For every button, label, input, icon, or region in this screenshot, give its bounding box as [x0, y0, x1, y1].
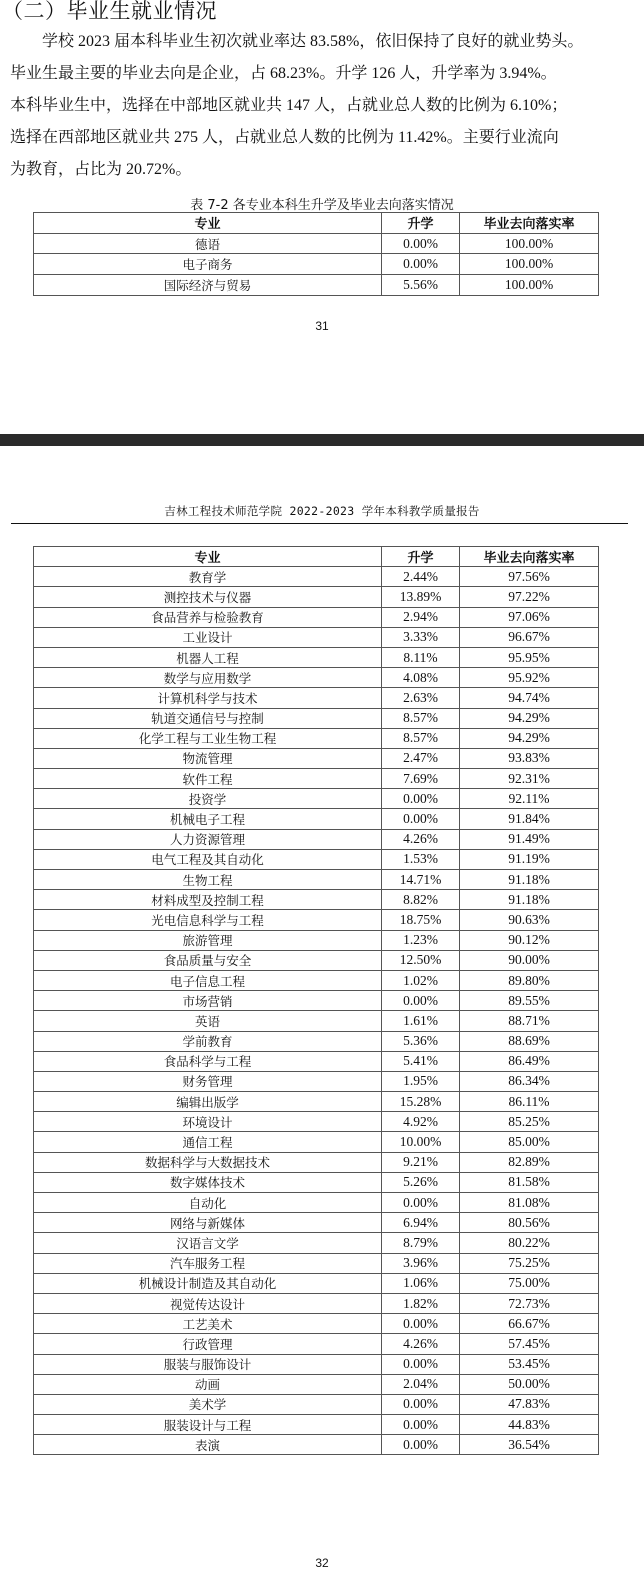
table-row [34, 607, 599, 627]
cell-further-study-rate: 3.33% [382, 627, 460, 647]
cell-major: 机械电子工程 [34, 809, 382, 829]
cell-major: 投资学 [34, 789, 382, 809]
cell-placement-rate: 44.83% [460, 1415, 599, 1435]
table-row [34, 849, 599, 869]
cell-further-study-rate: 18.75% [382, 910, 460, 930]
table-row [34, 1374, 599, 1394]
cell-further-study-rate: 8.57% [382, 708, 460, 728]
cell-major: 食品科学与工程 [34, 1051, 382, 1071]
cell-major: 旅游管理 [34, 930, 382, 950]
cell-major: 服装与服饰设计 [34, 1354, 382, 1374]
table-row [34, 1415, 599, 1435]
cell-further-study-rate: 4.26% [382, 829, 460, 849]
paragraph-line: 为教育，占比为 20.72%。 [10, 161, 192, 178]
cell-placement-rate: 86.11% [460, 1092, 599, 1112]
section-heading: （二）毕业生就业情况 [2, 0, 217, 23]
table-row [34, 1273, 599, 1293]
table-row [34, 1293, 599, 1313]
table-row [34, 668, 599, 688]
cell-further-study-rate: 1.53% [382, 849, 460, 869]
cell-major: 食品营养与检验教育 [34, 607, 382, 627]
cell-further-study-rate: 12.50% [382, 950, 460, 970]
cell-placement-rate: 100.00% [460, 254, 599, 275]
cell-major: 数字媒体技术 [34, 1172, 382, 1192]
table-caption: 表 7-2 各专业本科生升学及毕业去向落实情况 [190, 198, 454, 213]
cell-further-study-rate: 0.00% [382, 233, 460, 254]
cell-placement-rate: 47.83% [460, 1394, 599, 1414]
cell-further-study-rate: 2.94% [382, 607, 460, 627]
cell-further-study-rate: 8.79% [382, 1233, 460, 1253]
table-row [34, 688, 599, 708]
cell-major: 汽车服务工程 [34, 1253, 382, 1273]
cell-major: 环境设计 [34, 1112, 382, 1132]
cell-placement-rate: 89.80% [460, 970, 599, 990]
table-body [34, 233, 599, 295]
cell-major: 软件工程 [34, 769, 382, 789]
table-row [34, 587, 599, 607]
cell-further-study-rate: 5.41% [382, 1051, 460, 1071]
cell-placement-rate: 97.06% [460, 607, 599, 627]
cell-placement-rate: 91.84% [460, 809, 599, 829]
cell-further-study-rate: 14.71% [382, 870, 460, 890]
cell-further-study-rate: 0.00% [382, 1415, 460, 1435]
cell-major: 行政管理 [34, 1334, 382, 1354]
table-row [34, 748, 599, 768]
cell-further-study-rate: 0.00% [382, 1435, 460, 1455]
table-row [34, 1011, 599, 1031]
cell-placement-rate: 94.29% [460, 708, 599, 728]
cell-further-study-rate: 13.89% [382, 587, 460, 607]
cell-further-study-rate: 1.95% [382, 1071, 460, 1091]
cell-further-study-rate: 1.61% [382, 1011, 460, 1031]
cell-further-study-rate: 0.00% [382, 1193, 460, 1213]
cell-placement-rate: 86.34% [460, 1071, 599, 1091]
cell-further-study-rate: 7.69% [382, 769, 460, 789]
paragraph-line: 选择在西部地区就业共 275 人，占就业总人数的比例为 11.42%。主要行业流向 [10, 129, 559, 146]
cell-major: 视觉传达设计 [34, 1293, 382, 1313]
cell-major: 工业设计 [34, 627, 382, 647]
cell-major: 电子商务 [34, 254, 382, 275]
paragraph-line: 本科毕业生中，选择在中部地区就业共 147 人，占就业总人数的比例为 6.10%； [10, 97, 568, 114]
cell-placement-rate: 100.00% [460, 233, 599, 254]
table-row [34, 769, 599, 789]
document-page-32 [0, 446, 644, 1576]
cell-further-study-rate: 2.63% [382, 688, 460, 708]
cell-major: 服装设计与工程 [34, 1415, 382, 1435]
cell-major: 美术学 [34, 1394, 382, 1414]
table-row [34, 991, 599, 1011]
cell-major: 人力资源管理 [34, 829, 382, 849]
table-row [34, 708, 599, 728]
cell-placement-rate: 95.92% [460, 668, 599, 688]
cell-major: 教育学 [34, 567, 382, 587]
table-row [34, 254, 599, 275]
cell-placement-rate: 97.56% [460, 567, 599, 587]
cell-placement-rate: 50.00% [460, 1374, 599, 1394]
cell-placement-rate: 93.83% [460, 748, 599, 768]
cell-major: 化学工程与工业生物工程 [34, 728, 382, 748]
cell-placement-rate: 36.54% [460, 1435, 599, 1455]
cell-placement-rate: 92.31% [460, 769, 599, 789]
major-employment-table-part1 [33, 212, 599, 296]
cell-major: 动画 [34, 1374, 382, 1394]
table-row [34, 1152, 599, 1172]
cell-major: 汉语言文学 [34, 1233, 382, 1253]
cell-placement-rate: 90.12% [460, 930, 599, 950]
table-header-row [34, 213, 599, 234]
table-row [34, 1435, 599, 1455]
cell-further-study-rate: 1.82% [382, 1293, 460, 1313]
table-row [34, 789, 599, 809]
cell-further-study-rate: 5.36% [382, 1031, 460, 1051]
table-row [34, 1314, 599, 1334]
cell-placement-rate: 94.29% [460, 728, 599, 748]
table-row [34, 930, 599, 950]
cell-placement-rate: 90.00% [460, 950, 599, 970]
cell-further-study-rate: 0.00% [382, 789, 460, 809]
table-header-row [34, 547, 599, 567]
cell-major: 数据科学与大数据技术 [34, 1152, 382, 1172]
cell-further-study-rate: 9.21% [382, 1152, 460, 1172]
cell-placement-rate: 89.55% [460, 991, 599, 1011]
cell-major: 表演 [34, 1435, 382, 1455]
column-header-further-study: 升学 [382, 547, 460, 567]
column-header-major: 专业 [34, 547, 382, 567]
cell-further-study-rate: 2.04% [382, 1374, 460, 1394]
cell-placement-rate: 85.00% [460, 1132, 599, 1152]
table-row [34, 1031, 599, 1051]
cell-further-study-rate: 10.00% [382, 1132, 460, 1152]
table-row [34, 1334, 599, 1354]
cell-further-study-rate: 8.11% [382, 647, 460, 667]
cell-major: 物流管理 [34, 748, 382, 768]
cell-placement-rate: 91.18% [460, 890, 599, 910]
table-row [34, 970, 599, 990]
cell-major: 食品质量与安全 [34, 950, 382, 970]
cell-further-study-rate: 4.92% [382, 1112, 460, 1132]
cell-further-study-rate: 0.00% [382, 254, 460, 275]
cell-placement-rate: 91.19% [460, 849, 599, 869]
table-row [34, 1213, 599, 1233]
cell-placement-rate: 81.08% [460, 1193, 599, 1213]
cell-further-study-rate: 0.00% [382, 991, 460, 1011]
cell-major: 光电信息科学与工程 [34, 910, 382, 930]
cell-placement-rate: 86.49% [460, 1051, 599, 1071]
cell-placement-rate: 96.67% [460, 627, 599, 647]
cell-major: 通信工程 [34, 1132, 382, 1152]
table-row [34, 275, 599, 296]
cell-major: 工艺美术 [34, 1314, 382, 1334]
table-row [34, 1132, 599, 1152]
cell-major: 财务管理 [34, 1071, 382, 1091]
cell-further-study-rate: 1.02% [382, 970, 460, 990]
cell-placement-rate: 88.71% [460, 1011, 599, 1031]
table-row [34, 870, 599, 890]
cell-further-study-rate: 5.56% [382, 275, 460, 296]
page-separator [0, 434, 644, 446]
cell-major: 英语 [34, 1011, 382, 1031]
cell-further-study-rate: 5.26% [382, 1172, 460, 1192]
document-page-31 [0, 0, 644, 434]
header-rule [11, 523, 628, 524]
major-employment-table-part2 [33, 546, 599, 1455]
cell-further-study-rate: 8.57% [382, 728, 460, 748]
employment-summary-paragraph [10, 26, 635, 186]
cell-major: 市场营销 [34, 991, 382, 1011]
cell-further-study-rate: 4.26% [382, 1334, 460, 1354]
cell-placement-rate: 91.49% [460, 829, 599, 849]
cell-placement-rate: 95.95% [460, 647, 599, 667]
table-row [34, 1193, 599, 1213]
cell-major: 国际经济与贸易 [34, 275, 382, 296]
table-row [34, 1233, 599, 1253]
table-row [34, 950, 599, 970]
cell-further-study-rate: 0.00% [382, 1314, 460, 1334]
cell-placement-rate: 91.18% [460, 870, 599, 890]
cell-further-study-rate: 8.82% [382, 890, 460, 910]
cell-placement-rate: 57.45% [460, 1334, 599, 1354]
table-body [34, 567, 599, 1455]
cell-placement-rate: 53.45% [460, 1354, 599, 1374]
table-row [34, 809, 599, 829]
cell-major: 计算机科学与技术 [34, 688, 382, 708]
cell-major: 生物工程 [34, 870, 382, 890]
cell-further-study-rate: 1.23% [382, 930, 460, 950]
cell-placement-rate: 90.63% [460, 910, 599, 930]
cell-major: 电子信息工程 [34, 970, 382, 990]
cell-placement-rate: 75.25% [460, 1253, 599, 1273]
paragraph-line: 毕业生最主要的毕业去向是企业，占 68.23%。升学 126 人，升学率为 3.94%。 [10, 65, 557, 82]
cell-major: 轨道交通信号与控制 [34, 708, 382, 728]
cell-placement-rate: 80.22% [460, 1233, 599, 1253]
column-header-placement-rate: 毕业去向落实率 [460, 547, 599, 567]
column-header-placement-rate: 毕业去向落实率 [460, 213, 599, 234]
cell-placement-rate: 85.25% [460, 1112, 599, 1132]
table-row [34, 1172, 599, 1192]
cell-placement-rate: 66.67% [460, 1314, 599, 1334]
page-number: 31 [315, 319, 329, 333]
column-header-further-study: 升学 [382, 213, 460, 234]
table-row [34, 829, 599, 849]
cell-major: 学前教育 [34, 1031, 382, 1051]
cell-major: 电气工程及其自动化 [34, 849, 382, 869]
table-row [34, 233, 599, 254]
cell-major: 机器人工程 [34, 647, 382, 667]
cell-further-study-rate: 0.00% [382, 1354, 460, 1374]
table-row [34, 890, 599, 910]
cell-major: 编辑出版学 [34, 1092, 382, 1112]
cell-major: 材料成型及控制工程 [34, 890, 382, 910]
cell-placement-rate: 81.58% [460, 1172, 599, 1192]
cell-further-study-rate: 3.96% [382, 1253, 460, 1273]
table-row [34, 567, 599, 587]
page-number: 32 [315, 1556, 329, 1570]
cell-further-study-rate: 2.47% [382, 748, 460, 768]
table-row [34, 1253, 599, 1273]
table-row [34, 627, 599, 647]
table-row [34, 1051, 599, 1071]
cell-further-study-rate: 1.06% [382, 1273, 460, 1293]
running-header: 吉林工程技术师范学院 2022-2023 学年本科教学质量报告 [164, 504, 480, 518]
cell-further-study-rate: 2.44% [382, 567, 460, 587]
cell-placement-rate: 94.74% [460, 688, 599, 708]
cell-major: 德语 [34, 233, 382, 254]
cell-placement-rate: 88.69% [460, 1031, 599, 1051]
cell-major: 测控技术与仪器 [34, 587, 382, 607]
cell-placement-rate: 75.00% [460, 1273, 599, 1293]
cell-major: 机械设计制造及其自动化 [34, 1273, 382, 1293]
cell-further-study-rate: 0.00% [382, 809, 460, 829]
cell-placement-rate: 80.56% [460, 1213, 599, 1233]
column-header-major: 专业 [34, 213, 382, 234]
cell-placement-rate: 82.89% [460, 1152, 599, 1172]
cell-major: 自动化 [34, 1193, 382, 1213]
table-row [34, 1112, 599, 1132]
table-row [34, 1071, 599, 1091]
cell-further-study-rate: 6.94% [382, 1213, 460, 1233]
paragraph-line: 学校 2023 届本科毕业生初次就业率达 83.58%，依旧保持了良好的就业势头。 [42, 33, 584, 50]
table-row [34, 1092, 599, 1112]
table-row [34, 1354, 599, 1374]
table-row [34, 910, 599, 930]
cell-placement-rate: 72.73% [460, 1293, 599, 1313]
cell-further-study-rate: 0.00% [382, 1394, 460, 1414]
cell-further-study-rate: 15.28% [382, 1092, 460, 1112]
cell-major: 数学与应用数学 [34, 668, 382, 688]
cell-placement-rate: 92.11% [460, 789, 599, 809]
table-row [34, 728, 599, 748]
table-row [34, 647, 599, 667]
cell-placement-rate: 100.00% [460, 275, 599, 296]
cell-further-study-rate: 4.08% [382, 668, 460, 688]
cell-major: 网络与新媒体 [34, 1213, 382, 1233]
table-row [34, 1394, 599, 1414]
cell-placement-rate: 97.22% [460, 587, 599, 607]
